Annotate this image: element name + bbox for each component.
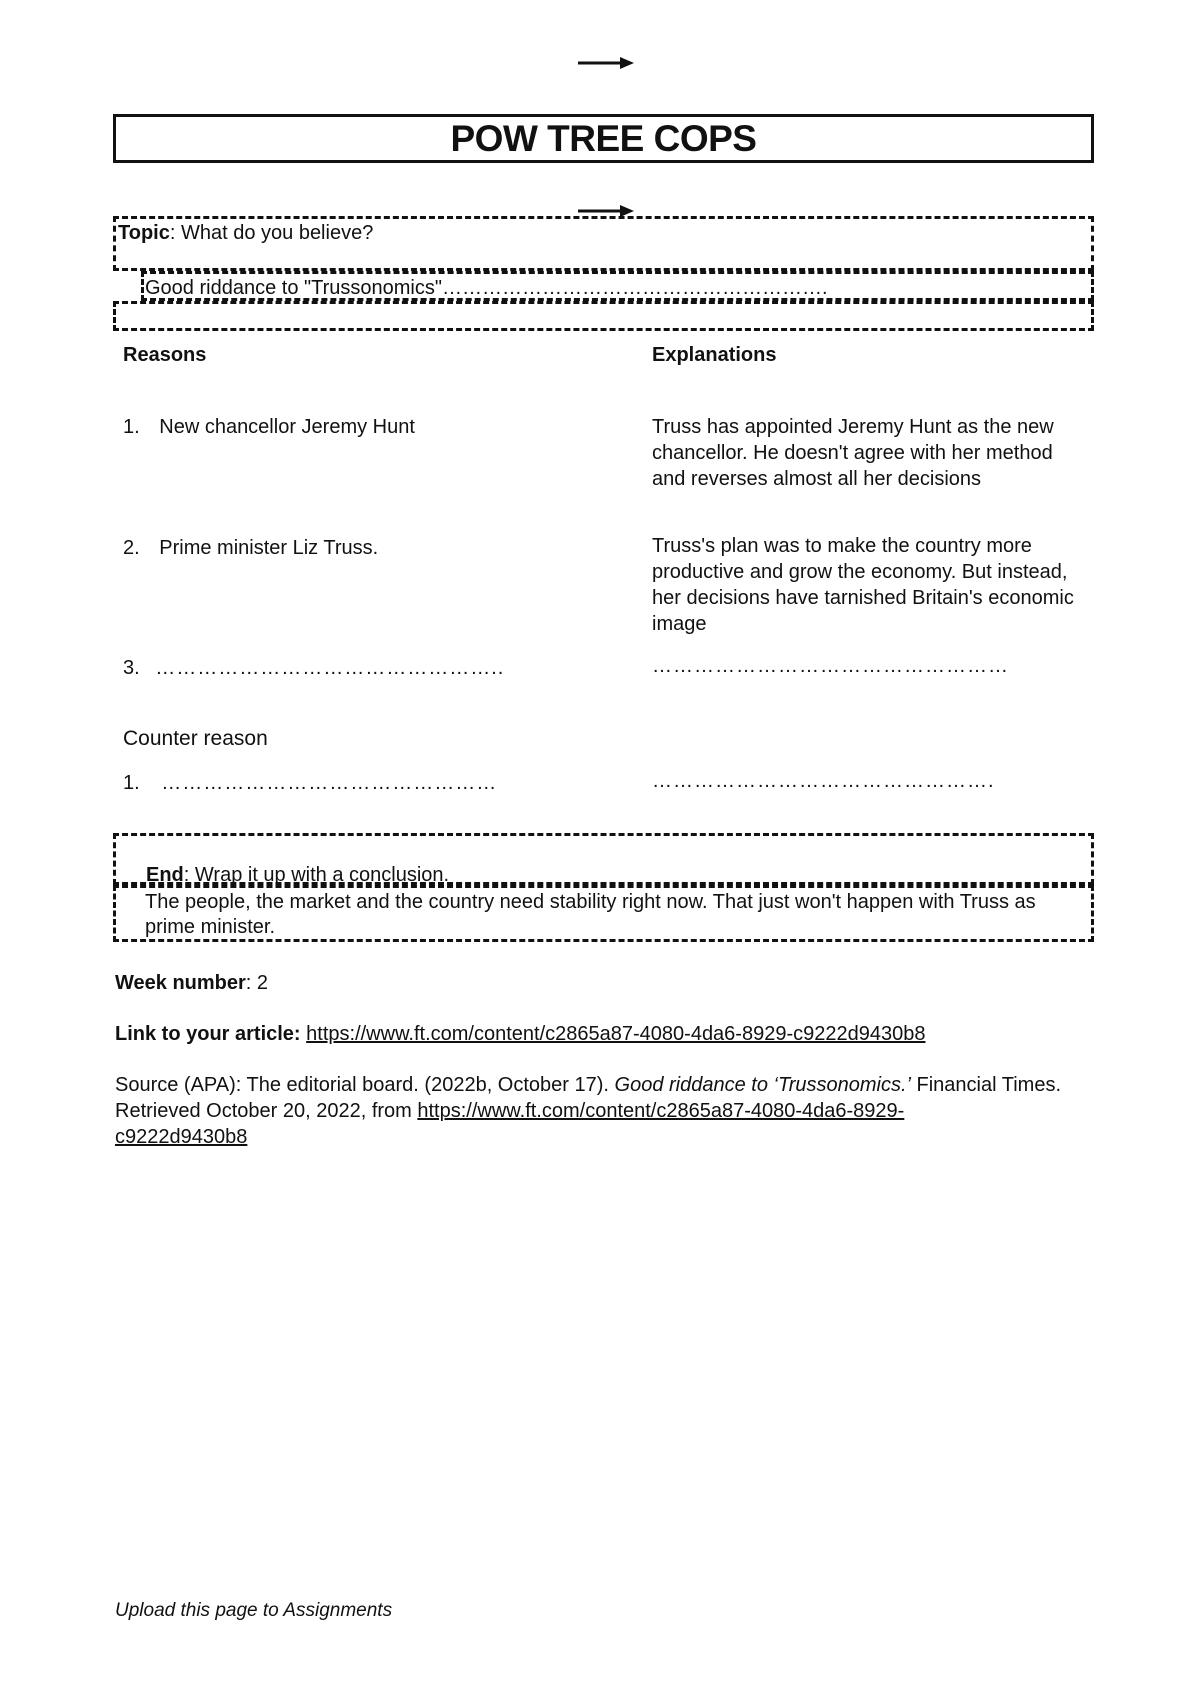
footer-note: Upload this page to Assignments	[115, 1600, 393, 1621]
topic-line	[118, 220, 373, 246]
page-title: POW TREE COPS	[450, 117, 757, 159]
counter-reason-heading: Counter reason	[123, 727, 268, 750]
reason-item	[123, 535, 378, 561]
source-link-continued[interactable]: c9222d9430b8	[115, 1126, 248, 1148]
reason-item	[123, 414, 415, 440]
week-number-line	[115, 970, 268, 996]
reason-number: 2.	[123, 537, 140, 559]
source-middle: Financial Times. Retrieved October 20, 2022, from	[115, 1074, 1062, 1122]
source-prefix: Source (APA): The editorial board. (2022b, October 17).	[115, 1074, 615, 1096]
topic-answer[interactable]: Good riddance to "Trussonomics"	[145, 277, 442, 299]
week-number-label: Week number	[115, 972, 246, 994]
article-link[interactable]: https://www.ft.com/content/c2865a87-4080-4da6-8929-c9222d9430b8	[306, 1023, 926, 1045]
source-link[interactable]: https://www.ft.com/content/c2865a87-4080-4da6-8929-	[417, 1100, 905, 1122]
counter-reason-item	[123, 770, 497, 796]
reason-item	[123, 655, 504, 681]
topic-prompt: : What do you believe?	[169, 222, 374, 244]
reasons-heading: Reasons	[123, 344, 207, 366]
reason-text[interactable]: Prime minister Liz Truss.	[159, 537, 379, 559]
counter-reason-text[interactable]: …………………………………………	[161, 772, 498, 794]
source-citation	[115, 1072, 1090, 1150]
week-number-value[interactable]: : 2	[245, 972, 269, 994]
counter-number: 1.	[123, 772, 140, 794]
reason-number: 1.	[123, 416, 140, 438]
reason-text[interactable]: …………………………………………..	[155, 657, 505, 679]
topic-answer-dots: ………………………………………………….	[441, 277, 828, 299]
explanations-heading: Explanations	[652, 344, 777, 366]
reason-explanation[interactable]: ……………………………………………	[652, 655, 1009, 677]
counter-reason-explanation[interactable]: ………………………………………….	[652, 770, 995, 792]
title-box	[113, 114, 1094, 163]
end-answer[interactable]: The people, the market and the country need stability right now. That just won't happen with Truss as prime minister.	[145, 891, 1036, 938]
topic-spacer-box	[113, 301, 1094, 331]
reason-explanation[interactable]: Truss has appointed Jeremy Hunt as the new chancellor. He doesn't agree with her method and reverses almost all her decisions	[652, 416, 1054, 490]
reason-number: 3.	[123, 657, 140, 679]
reason-text[interactable]: New chancellor Jeremy Hunt	[159, 416, 415, 438]
arrow-right-icon	[578, 56, 634, 70]
article-link-line	[115, 1021, 925, 1047]
topic-answer-line	[145, 275, 828, 301]
source-title: Good riddance to ‘Trussonomics.’	[614, 1074, 911, 1096]
reason-explanation[interactable]: Truss's plan was to make the country more productive and grow the economy. But instead, her decisions have tarnished Britain's economic image	[652, 535, 1074, 635]
article-link-label: Link to your article:	[115, 1023, 301, 1045]
end-prompt: : Wrap it up with a conclusion.	[183, 864, 450, 886]
end-label: End	[146, 864, 184, 886]
topic-label: Topic	[118, 222, 170, 244]
